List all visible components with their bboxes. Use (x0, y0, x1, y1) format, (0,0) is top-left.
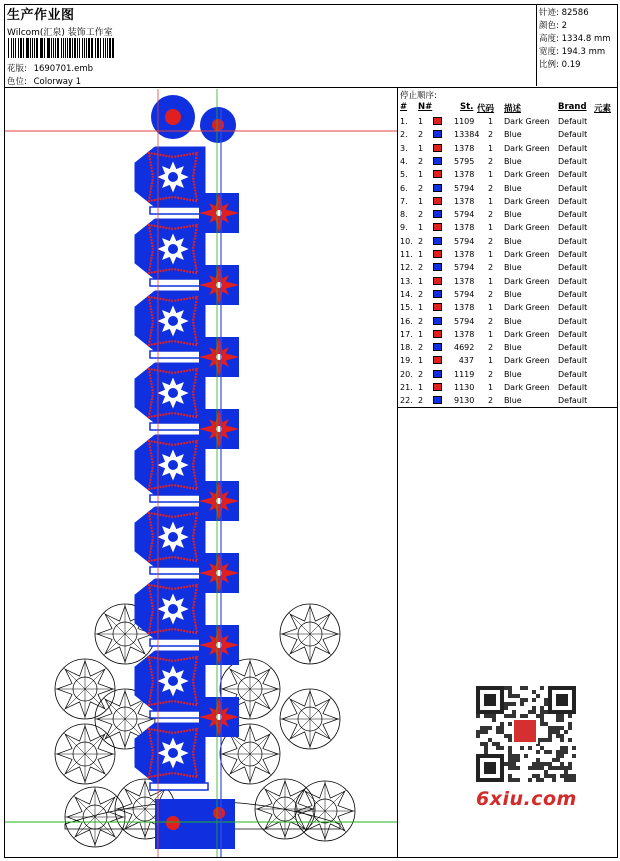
row-description: Blue (504, 289, 522, 299)
row-brand: Default (558, 130, 588, 140)
row-needle: 2 (418, 343, 424, 353)
row-description: Blue (504, 396, 522, 406)
row-needle: 2 (418, 130, 424, 140)
color-swatch (433, 250, 442, 258)
color-swatch (433, 237, 442, 245)
design-file-line (7, 62, 93, 74)
outline-spoke (74, 796, 95, 817)
row-index: 11. (400, 250, 413, 259)
table-row (398, 195, 618, 208)
row-needle: 2 (418, 263, 424, 273)
stat-width: 宽度: 194.3 mm (539, 47, 606, 57)
row-code: 2 (488, 369, 494, 379)
table-row (398, 275, 618, 288)
outline-spoke (85, 668, 106, 689)
outline-spoke (64, 689, 85, 710)
flower-center (168, 532, 178, 542)
row-index: 17. (400, 329, 413, 339)
row-description: Dark Green (504, 276, 550, 286)
table-row (398, 381, 618, 394)
color-swatch (433, 263, 442, 271)
color-swatch (433, 370, 442, 378)
bottom-cap-center-right (213, 807, 225, 819)
row-stitches: 1109 (454, 117, 475, 126)
row-brand: Default (558, 263, 588, 273)
table-row (398, 142, 618, 155)
row-code: 1 (488, 223, 494, 233)
row-description: Dark Green (504, 117, 550, 126)
row-needle: 1 (418, 143, 424, 153)
table-row (398, 168, 618, 181)
outline-spoke (250, 689, 271, 710)
row-description: Dark Green (504, 223, 550, 233)
row-index: 9. (400, 223, 408, 233)
outline-spoke (250, 668, 271, 689)
row-description: Dark Green (504, 196, 550, 206)
outline-spoke (64, 754, 85, 775)
flower-center (168, 604, 178, 614)
col-code: 代码 (477, 104, 495, 114)
table-row (398, 341, 618, 354)
color-swatch (433, 356, 442, 364)
row-code: 1 (488, 170, 494, 180)
colorway-value: Colorway 1 (33, 77, 82, 87)
row-needle: 1 (418, 196, 424, 206)
outline-spoke (325, 790, 346, 811)
color-swatch (433, 170, 442, 178)
outline-spoke (104, 698, 125, 719)
row-code: 2 (488, 289, 494, 299)
row-code: 1 (488, 356, 494, 366)
row-brand: Default (558, 303, 588, 313)
row-index: 21. (400, 383, 413, 392)
color-swatch (433, 277, 442, 285)
row-brand: Default (558, 356, 588, 366)
row-description: Blue (504, 130, 522, 140)
row-index: 2. (400, 130, 408, 140)
page-title: 生产作业图 (7, 8, 75, 23)
row-description: Blue (504, 343, 522, 353)
row-stitches: 1119 (454, 369, 475, 379)
row-index: 10. (400, 236, 413, 246)
row-description: Blue (504, 210, 522, 220)
row-index: 8. (400, 210, 408, 220)
color-swatch (433, 144, 442, 152)
row-description: Blue (504, 369, 522, 379)
row-stitches: 1378 (454, 250, 475, 259)
row-description: Dark Green (504, 303, 550, 313)
outline-spoke (95, 796, 116, 817)
row-stitches: 1130 (454, 383, 475, 392)
row-brand: Default (558, 117, 588, 126)
outline-spoke (229, 668, 250, 689)
table-row (398, 368, 618, 381)
blue-bar (150, 783, 208, 790)
row-code: 2 (488, 236, 494, 246)
outline-spoke (310, 634, 331, 655)
row-index: 1. (400, 117, 408, 126)
color-swatch (433, 383, 442, 391)
row-brand: Default (558, 329, 588, 339)
row-index: 18. (400, 343, 413, 353)
col-brand: Brand (558, 102, 587, 112)
col-num: # (400, 102, 408, 112)
table-row (398, 208, 618, 221)
row-brand: Default (558, 316, 588, 326)
row-description: Dark Green (504, 383, 550, 392)
color-swatch (433, 157, 442, 165)
row-code: 2 (488, 263, 494, 273)
row-needle: 1 (418, 117, 424, 126)
color-swatch (433, 343, 442, 351)
table-row (398, 261, 618, 274)
row-needle: 2 (418, 183, 424, 193)
table-row (398, 328, 618, 341)
row-needle: 1 (418, 329, 424, 339)
outline-spoke (310, 698, 331, 719)
row-stitches: 5794 (454, 210, 475, 220)
row-index: 4. (400, 156, 408, 166)
row-stitches: 437 (458, 356, 474, 366)
outline-spoke (310, 613, 331, 634)
color-swatch (433, 184, 442, 192)
top-cap-right-center (212, 119, 224, 131)
row-code: 2 (488, 316, 494, 326)
row-index: 3. (400, 143, 408, 153)
outline-spoke (85, 754, 106, 775)
row-needle: 2 (418, 156, 424, 166)
colorway-label: 色位: (7, 77, 27, 87)
table-row (398, 155, 618, 168)
color-swatch (433, 130, 442, 138)
outline-spoke (85, 689, 106, 710)
top-cap-center (165, 109, 181, 125)
row-brand: Default (558, 383, 588, 392)
col-n: N# (418, 102, 433, 112)
outline-spoke (124, 809, 145, 830)
color-swatch (433, 303, 442, 311)
design-file: 1690701.emb (33, 64, 94, 74)
col-st: St. (460, 102, 474, 112)
color-swatch (433, 117, 442, 125)
row-stitches: 4692 (454, 343, 475, 353)
row-description: Dark Green (504, 356, 550, 366)
table-row (398, 354, 618, 367)
flower-center (168, 676, 178, 686)
row-needle: 2 (418, 396, 424, 406)
row-code: 2 (488, 156, 494, 166)
col-desc: 描述 (504, 104, 522, 114)
embroidery-design (5, 89, 397, 857)
row-stitches: 1378 (454, 329, 475, 339)
row-brand: Default (558, 196, 588, 206)
row-index: 19. (400, 356, 413, 366)
row-stitches: 5794 (454, 316, 475, 326)
row-code: 1 (488, 117, 494, 126)
row-index: 22. (400, 396, 413, 406)
row-code: 1 (488, 143, 494, 153)
outline-spoke (264, 809, 285, 830)
outline-spoke (310, 719, 331, 740)
row-index: 15. (400, 303, 413, 313)
colorway-line (7, 75, 81, 87)
sequence-header (398, 102, 618, 114)
row-code: 2 (488, 130, 494, 140)
flower-center (168, 244, 178, 254)
color-swatch (433, 330, 442, 338)
row-stitches: 1378 (454, 223, 475, 233)
row-needle: 1 (418, 303, 424, 313)
row-code: 2 (488, 343, 494, 353)
row-brand: Default (558, 236, 588, 246)
flower-center (168, 316, 178, 326)
row-description: Blue (504, 156, 522, 166)
row-brand: Default (558, 250, 588, 259)
row-description: Dark Green (504, 250, 550, 259)
row-brand: Default (558, 396, 588, 406)
table-row (398, 128, 618, 141)
row-index: 13. (400, 276, 413, 286)
outline-spoke (104, 634, 125, 655)
row-needle: 2 (418, 316, 424, 326)
outline-spoke (95, 817, 116, 838)
row-needle: 2 (418, 236, 424, 246)
outline-spoke (64, 733, 85, 754)
row-needle: 1 (418, 250, 424, 259)
outline-spoke (229, 754, 250, 775)
color-swatch (433, 290, 442, 298)
row-code: 2 (488, 396, 494, 406)
row-brand: Default (558, 156, 588, 166)
col-elem: 元素 (594, 104, 612, 114)
row-index: 16. (400, 316, 413, 326)
outline-spoke (250, 733, 271, 754)
row-needle: 1 (418, 170, 424, 180)
color-swatch (433, 197, 442, 205)
header-divider (4, 87, 618, 88)
stat-scale: 比例: 0.19 (539, 60, 581, 70)
outline-spoke (125, 634, 146, 655)
row-stitches: 9130 (454, 396, 475, 406)
row-code: 2 (488, 210, 494, 220)
table-row (398, 394, 618, 407)
outline-spoke (64, 668, 85, 689)
outline-spoke (289, 634, 310, 655)
stop-sequence-table (398, 89, 618, 407)
row-description: Blue (504, 316, 522, 326)
row-index: 6. (400, 183, 408, 193)
row-description: Dark Green (504, 170, 550, 180)
row-brand: Default (558, 369, 588, 379)
outline-spoke (85, 733, 106, 754)
flower-center (168, 460, 178, 470)
row-code: 1 (488, 329, 494, 339)
row-stitches: 5794 (454, 183, 475, 193)
design-stats (536, 4, 618, 86)
row-stitches: 1378 (454, 170, 475, 180)
row-needle: 1 (418, 356, 424, 366)
studio-name: Wilcom(汇泉) 装饰工作室 (7, 28, 113, 38)
row-stitches: 13384 (454, 130, 480, 140)
row-brand: Default (558, 143, 588, 153)
row-brand: Default (558, 343, 588, 353)
row-code: 1 (488, 196, 494, 206)
outline-spoke (250, 754, 271, 775)
table-row (398, 248, 618, 261)
row-stitches: 5794 (454, 236, 475, 246)
table-row (398, 315, 618, 328)
flower-center (168, 388, 178, 398)
bottom-cap-center (166, 816, 180, 830)
row-brand: Default (558, 170, 588, 180)
outline-spoke (104, 719, 125, 740)
color-swatch (433, 210, 442, 218)
row-index: 7. (400, 196, 408, 206)
row-description: Dark Green (504, 329, 550, 339)
row-brand: Default (558, 276, 588, 286)
table-row (398, 288, 618, 301)
row-description: Blue (504, 183, 522, 193)
outline-spoke (264, 788, 285, 809)
row-code: 1 (488, 276, 494, 286)
row-index: 12. (400, 263, 413, 273)
row-index: 5. (400, 170, 408, 180)
row-description: Blue (504, 236, 522, 246)
flower-center (168, 748, 178, 758)
stat-stitches: 针迹: 82586 (539, 8, 589, 18)
row-index: 14. (400, 289, 413, 299)
row-needle: 1 (418, 276, 424, 286)
row-code: 1 (488, 383, 494, 392)
table-row (398, 301, 618, 314)
qr-code (470, 680, 582, 788)
design-canvas (5, 89, 397, 857)
row-stitches: 1378 (454, 303, 475, 313)
table-row (398, 182, 618, 195)
document-header (4, 4, 537, 86)
row-needle: 2 (418, 210, 424, 220)
row-code: 1 (488, 250, 494, 259)
table-row (398, 235, 618, 248)
stat-colors: 颜色: 2 (539, 21, 567, 31)
watermark-logo: 6xiu.com (476, 788, 577, 810)
row-needle: 2 (418, 369, 424, 379)
row-needle: 2 (418, 289, 424, 299)
color-swatch (433, 317, 442, 325)
stat-height: 高度: 1334.8 mm (539, 34, 611, 44)
row-brand: Default (558, 210, 588, 220)
row-stitches: 5794 (454, 289, 475, 299)
row-description: Dark Green (504, 143, 550, 153)
outline-spoke (289, 613, 310, 634)
design-label: 花版: (7, 64, 27, 74)
outline-spoke (304, 790, 325, 811)
row-brand: Default (558, 183, 588, 193)
barcode (8, 38, 116, 58)
sequence-title: 停止顺序: (400, 91, 437, 101)
outline-spoke (285, 809, 306, 830)
color-swatch (433, 396, 442, 404)
row-needle: 1 (418, 383, 424, 392)
row-description: Blue (504, 263, 522, 273)
row-stitches: 5795 (454, 156, 475, 166)
row-needle: 1 (418, 223, 424, 233)
outline-spoke (289, 698, 310, 719)
table-row (398, 115, 618, 128)
row-stitches: 5794 (454, 263, 475, 273)
row-brand: Default (558, 289, 588, 299)
color-swatch (433, 223, 442, 231)
outline-spoke (289, 719, 310, 740)
table-row (398, 221, 618, 234)
row-code: 1 (488, 303, 494, 313)
row-stitches: 1378 (454, 143, 475, 153)
row-stitches: 1378 (454, 196, 475, 206)
row-code: 2 (488, 183, 494, 193)
flower-center (168, 172, 178, 182)
row-stitches: 1378 (454, 276, 475, 286)
row-index: 20. (400, 369, 413, 379)
row-brand: Default (558, 223, 588, 233)
outline-spoke (104, 613, 125, 634)
